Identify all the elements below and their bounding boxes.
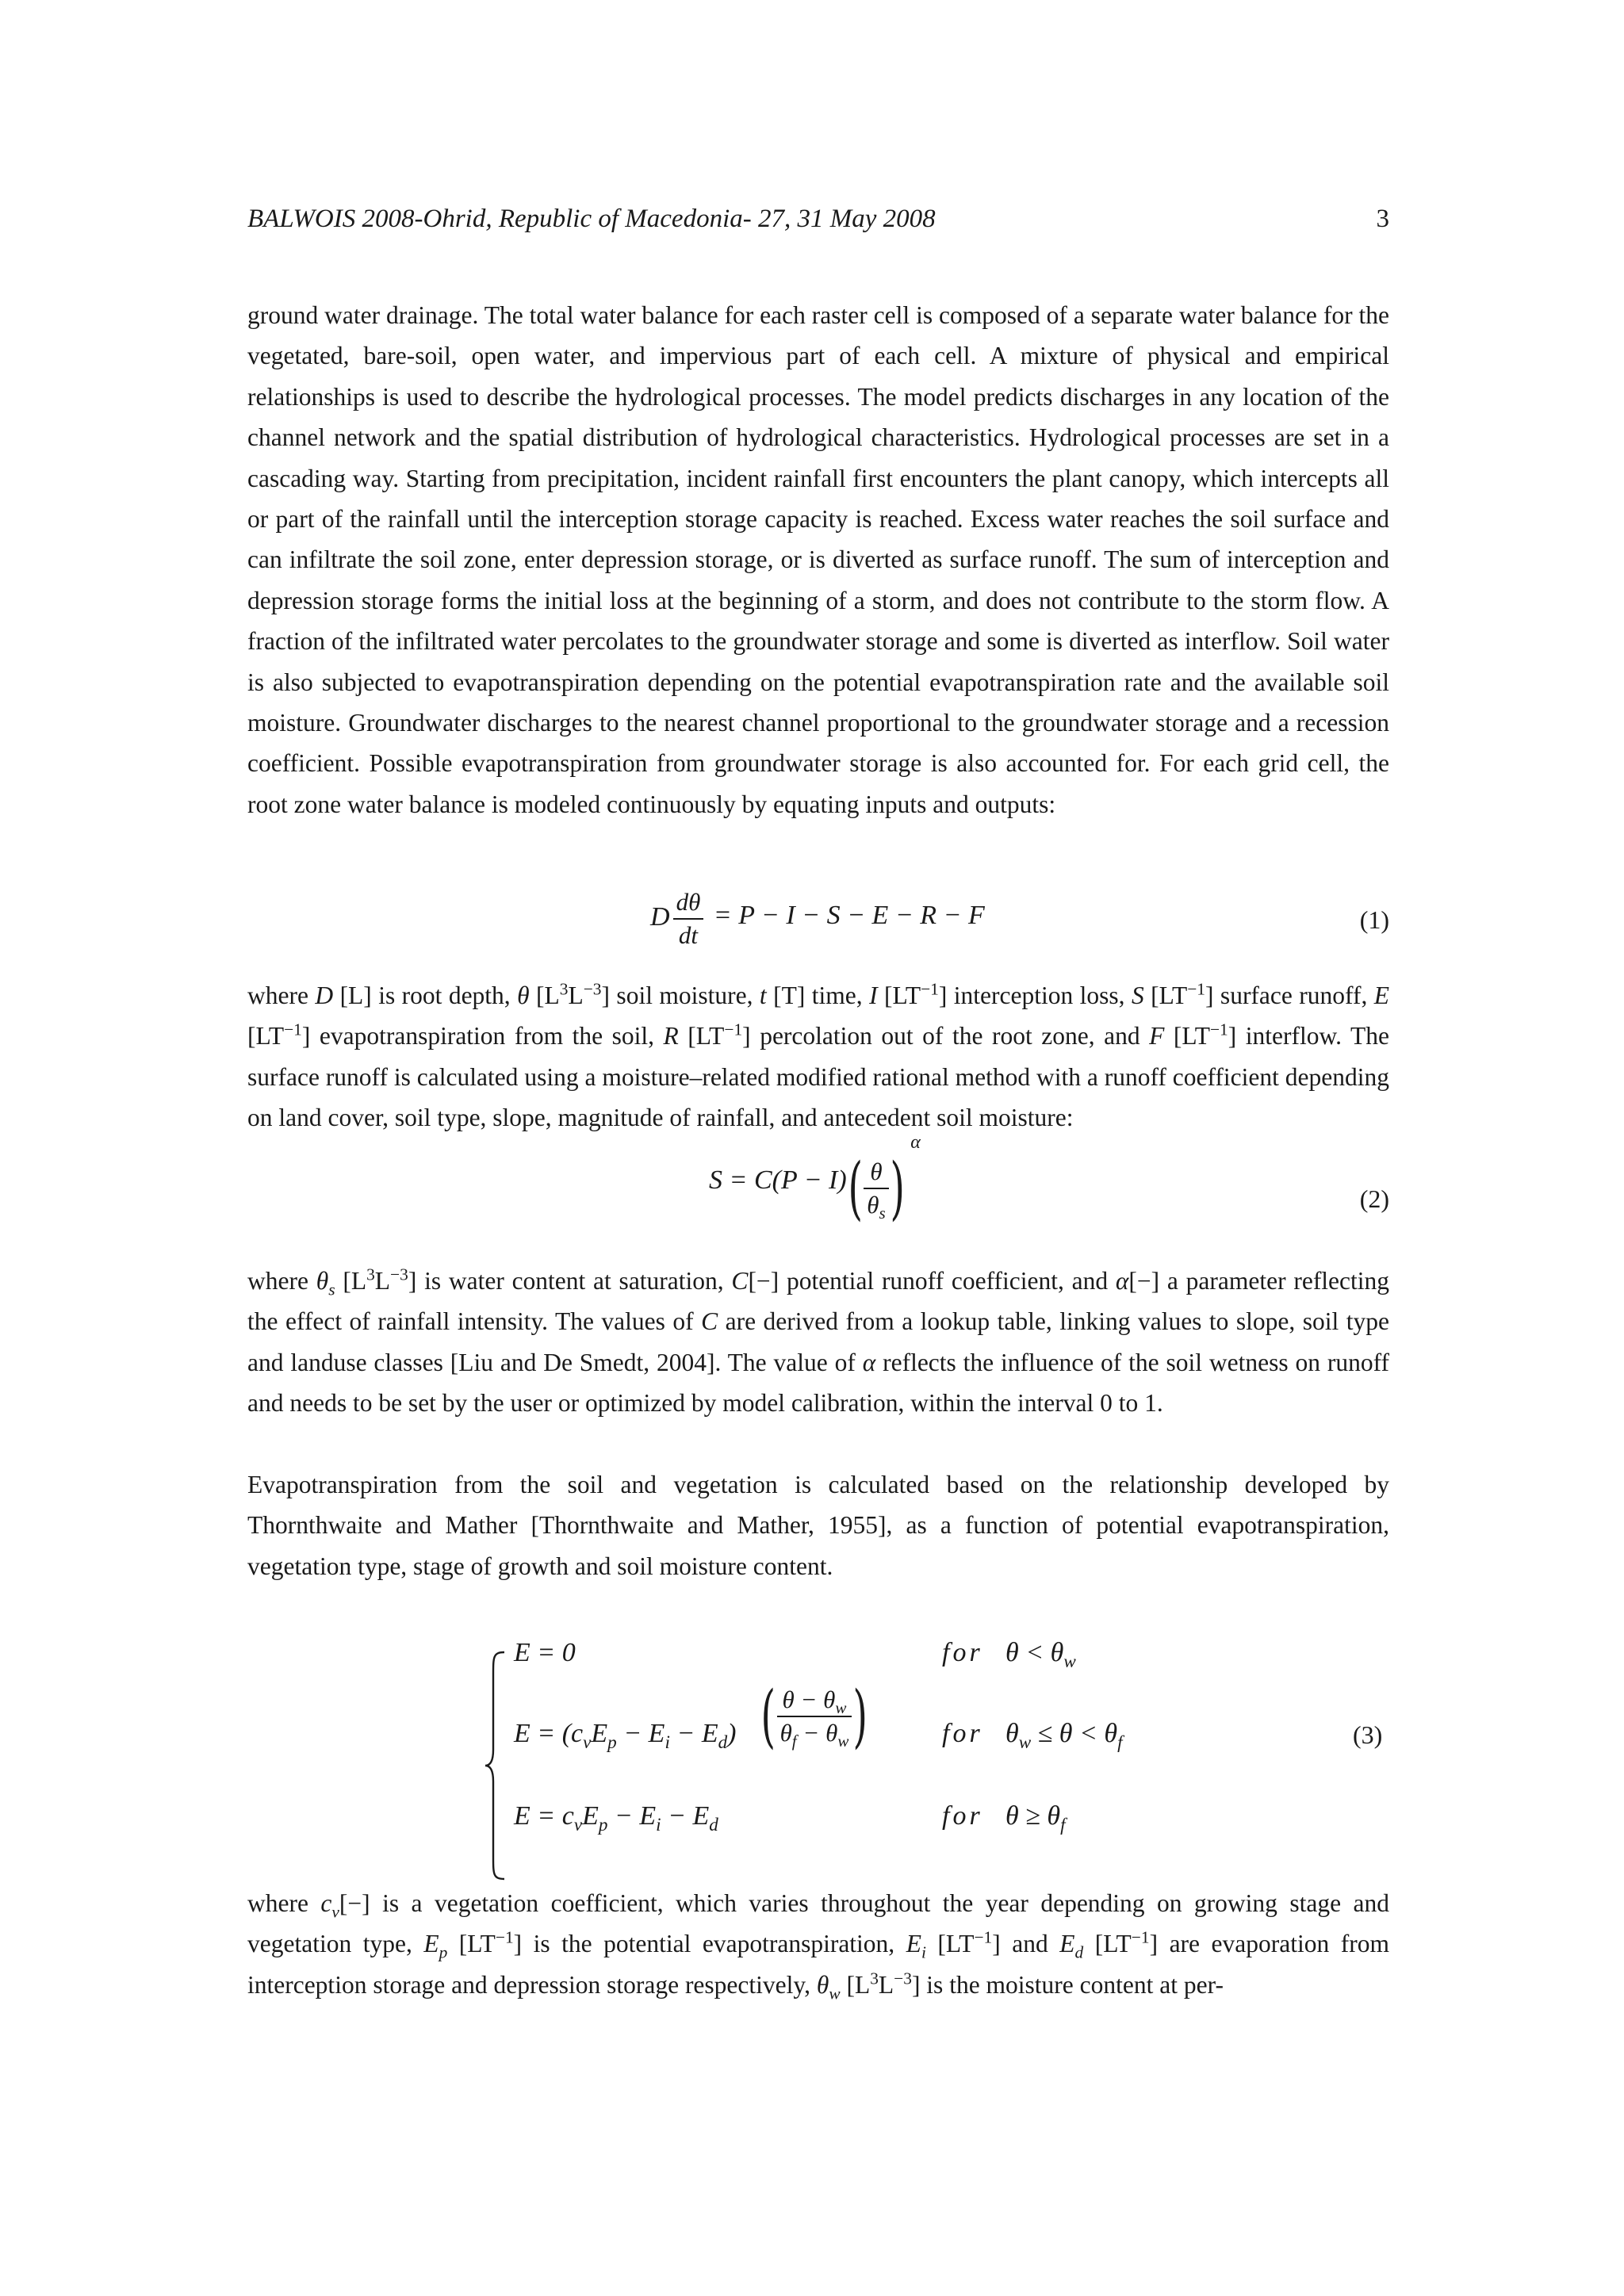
symbol-theta-s: $\theta_s$ [316, 1267, 335, 1299]
symbol-alpha: α [1115, 1267, 1129, 1295]
symbol-theta: θ [517, 982, 530, 1009]
cases-brace [484, 1651, 506, 1881]
eq2-exponent: α [910, 1132, 921, 1154]
eq1-numerator: dθ [673, 888, 704, 920]
paragraph-vegetation-coefficient: where $c_v[-]$ is a vegetation coefficient, which varies throughout the year depending on growing stage and vegetation type, $E_p$ $[LT^{-1}]$ is the potential evapotranspiration, $E_i$ $[LT^{-1}]$ and $E_d$ $[LT^{-1}]$ are evaporation from interception storage and depression storage respectively, $\theta_w$ $[L^3L^{-3}]$ is the moisture content at per- [247, 1889, 1390, 2003]
symbol-alpha: α [862, 1348, 876, 1376]
page-number: 3 [1376, 205, 1389, 233]
eq1-denominator: dt [678, 921, 698, 949]
eq2-numerator: θ [864, 1158, 888, 1189]
symbol-t: t [759, 982, 767, 1009]
running-header [247, 205, 1389, 239]
symbol-D: D [315, 982, 334, 1009]
symbol-Ei: $E_i$ [906, 1930, 926, 1962]
symbol-I: I [869, 982, 878, 1009]
equation-2: S = C(P − I)( $\frac{\theta}{\theta_s}$ )$^\alpha$ (2) [709, 1132, 1389, 1228]
case-row-3: $E = c_vE_p - E_i - E_d$ [514, 1801, 718, 1835]
case-row-1: E = 0 [514, 1638, 576, 1667]
symbol-theta-w: $\theta_w$ [816, 1970, 841, 2003]
eq2-denominator: $\theta_s$ [867, 1191, 886, 1223]
case-row-1-condition: $\theta < \theta_w$ [1005, 1638, 1076, 1672]
equation-1 [247, 888, 1389, 961]
case-row-2: $E = (c_vE_p - E_i - E_d)$ [514, 1719, 737, 1753]
eq2-lhs: S = C(P − I) [709, 1165, 847, 1195]
symbol-R: R [663, 1022, 679, 1050]
symbol-cv: $c_v$ [320, 1889, 339, 1922]
case-row-3-for: for [942, 1801, 983, 1831]
case-row-2-for: for [942, 1719, 983, 1748]
paragraph-saturation: where $\theta_s$ $[L^3L^{-3}]$ is water content at saturation, C[−] potential runoff coefficient, and α[−] a parameter reflecting the effect of rainfall intensity. The values of C are derived from a lookup table, linking values to slope, soil type and landuse classes [Liu and De Smedt, 2004]. The value of α reflects the influence of the soil wetness on runoff and needs to be set by the user or optimized by model calibration, within the interval 0 to 1. [247, 1265, 1390, 1418]
paragraph-evapotranspiration [247, 1464, 1389, 1586]
symbol-S: S [1131, 982, 1144, 1009]
symbol-Ed: $E_d$ [1059, 1930, 1084, 1962]
case-row-1-for: for [942, 1638, 983, 1667]
symbol-F: F [1149, 1022, 1165, 1050]
symbol-E: E [1373, 982, 1389, 1009]
eq1-lhs: D [650, 901, 670, 932]
eq1-rhs: = P − I − S − E − R − F [713, 900, 985, 930]
paragraph-water-balance [247, 295, 1389, 825]
case-row-2-fraction: ( $\frac{\theta - \theta_w}{\theta_f - \theta_w}$ ) [760, 1677, 868, 1756]
symbol-Ep: $E_p$ [423, 1930, 448, 1962]
equation-number-2: (2) [1359, 1184, 1389, 1213]
equation-number-1: (1) [1359, 905, 1389, 934]
symbol-C: C [731, 1267, 749, 1295]
case-row-3-condition: $\theta \ge \theta_f$ [1005, 1801, 1066, 1835]
running-title: BALWOIS 2008-Ohrid, Republic of Macedonia- 27, 31 May 2008 [247, 205, 936, 233]
case-row-2-condition: $\theta_w \le \theta < \theta_f$ [1005, 1719, 1123, 1753]
paragraph-root-depth: where D [L] is root depth, θ $[L^3L^{-3}]$ soil moisture, t [T] time, I $[LT^{-1}]$ interception loss, S $[LT^{-1}]$ surface runoff, E $[LT^{-1}]$ evapotranspiration from the soil, R $[LT^{-1}]$ percolation out of the root zone, and F $[LT^{-1}]$ interflow. The surface runoff is calculated using a moisture–related modified rational method with a runoff coefficient depending on land cover, soil type, slope, magnitude of rainfall, and antecedent soil moisture: [247, 979, 1389, 1132]
symbol-C: C [701, 1307, 718, 1336]
paragraph-text: Evapotranspiration from the soil and vegetation is calculated based on the relationship developed by Thornthwaite and Mather [Thornthwaite and Mather, 1955], as a function of potential evapotranspiration, vegetation type, stage of growth and soil moisture content. [247, 1471, 1389, 1580]
equation-number-3: (3) [1353, 1720, 1383, 1749]
paragraph-text: ground water drainage. The total water balance for each raster cell is composed of a separate water balance for the vegetated, bare-soil, open water, and impervious part of each cell. A mixture of physical and empirical relationships is used to describe the hydrological processes. The model predicts discharges in any location of the channel network and the spatial distribution of hydrological characteristics. Hydrological processes are set in a cascading way. Starting from precipitation, incident rainfall first encounters the plant canopy, which intercepts all or part of the rainfall until the interception storage capacity is reached. Excess water reaches the soil surface and can infiltrate the soil zone, enter depression storage, or is diverted as surface runoff. The sum of interception and depression storage forms the initial loss at the beginning of a storm, and does not contribute to the storm flow. A fraction of the infiltrated water percolates to the groundwater storage and some is diverted as interflow. Soil water is also subjected to evapotranspiration depending on the potential evapotranspiration rate and the available soil moisture. Groundwater discharges to the nearest channel proportional to the groundwater storage and a recession coefficient. Possible evapotranspiration from groundwater storage is also accounted for. For each grid cell, the root zone water balance is modeled continuously by equating inputs and outputs: [247, 301, 1389, 818]
